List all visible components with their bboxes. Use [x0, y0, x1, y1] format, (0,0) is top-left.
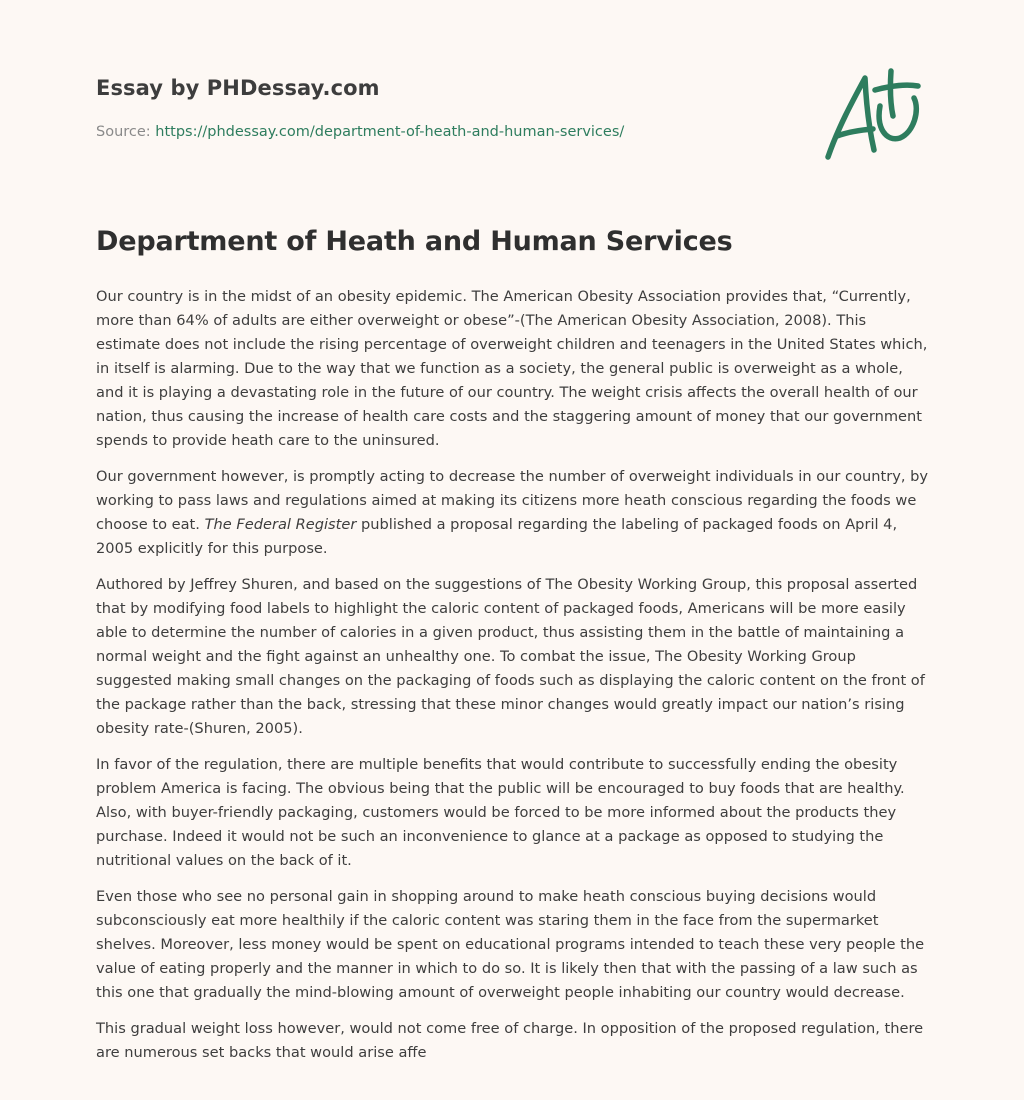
essay-paragraph: Even those who see no personal gain in shopping around to make heath conscious buying decisions would subconsciously eat more healthily if the caloric content was staring them in the face from the supermarket shelves. Moreover, less money would be spent on educational programs intended to teach these very people the value of eating properly and the manner in which to do so. It is likely then that with the passing of a law such as this one that gradually the mind-blowing amount of overweight people inhabiting our country would decrease.: [96, 888, 925, 1001]
publication-title: The Federal Register: [204, 516, 357, 533]
essay-body: [96, 285, 930, 1077]
essay-paragraph: [96, 465, 930, 561]
paragraph-text: Our government however, is promptly acting to decrease the number of overweight individuals in our country, by working to pass laws and regulations aimed at making its citizens more heath conscious regarding the foods we choose to eat.: [96, 468, 929, 533]
source-label: Source:: [96, 124, 151, 140]
essay-paragraph: In favor of the regulation, there are multiple benefits that would contribute to successfully ending the obesity problem America is facing. The obvious being that the public will be encouraged to buy foods that are healthy. Also, with buyer-friendly packaging, customers would be forced to be more informed about the products they purchase. Indeed it would not be such an inconvenience to glance at a package as opposed to studying the nutritional values on the back of it.: [96, 756, 905, 869]
a-plus-grade-icon: [818, 66, 928, 170]
essay-paragraph: Authored by Jeffrey Shuren, and based on the suggestions of The Obesity Working Group, this proposal asserted that by modifying food labels to highlight the caloric content of packaged foods, Americans will be more easily able to determine the number of calories in a given product, thus assisting them in the battle of maintaining a normal weight and the fight against an unhealthy one. To combat the issue, The Obesity Working Group suggested making small changes on the packaging of foods such as displaying the caloric content on the front of the package rather than the back, stressing that these minor changes would greatly impact our nation’s rising obesity rate-(Shuren, 2005).: [96, 576, 925, 737]
essay-title: Department of Heath and Human Services: [96, 226, 733, 257]
essay-paragraph: Our country is in the midst of an obesity epidemic. The American Obesity Association provides that, “Currently, more than 64% of adults are either overweight or obese”-(The American Obesity Association, 2008). This estimate does not include the rising percentage of overweight children and teenagers in the United States which, in itself is alarming. Due to the way that we function as a society, the general public is overweight as a whole, and it is playing a devastating role in the future of our country. The weight crisis affects the overall health of our nation, thus causing the increase of health care costs and the staggering amount of money that our government spends to provide heath care to the uninsured.: [96, 288, 928, 449]
source-link[interactable]: https://phdessay.com/department-of-heath-and-human-services/: [155, 124, 625, 140]
source-line: [96, 124, 624, 140]
paragraph-text: published a proposal regarding the labeling of packaged foods on April 4, 2005 explicitly for this purpose.: [96, 516, 898, 557]
essay-paragraph: This gradual weight loss however, would not come free of charge. In opposition of the proposed regulation, there are numerous set backs that would arise affe: [96, 1020, 924, 1061]
site-title: Essay by PHDessay.com: [96, 76, 380, 100]
